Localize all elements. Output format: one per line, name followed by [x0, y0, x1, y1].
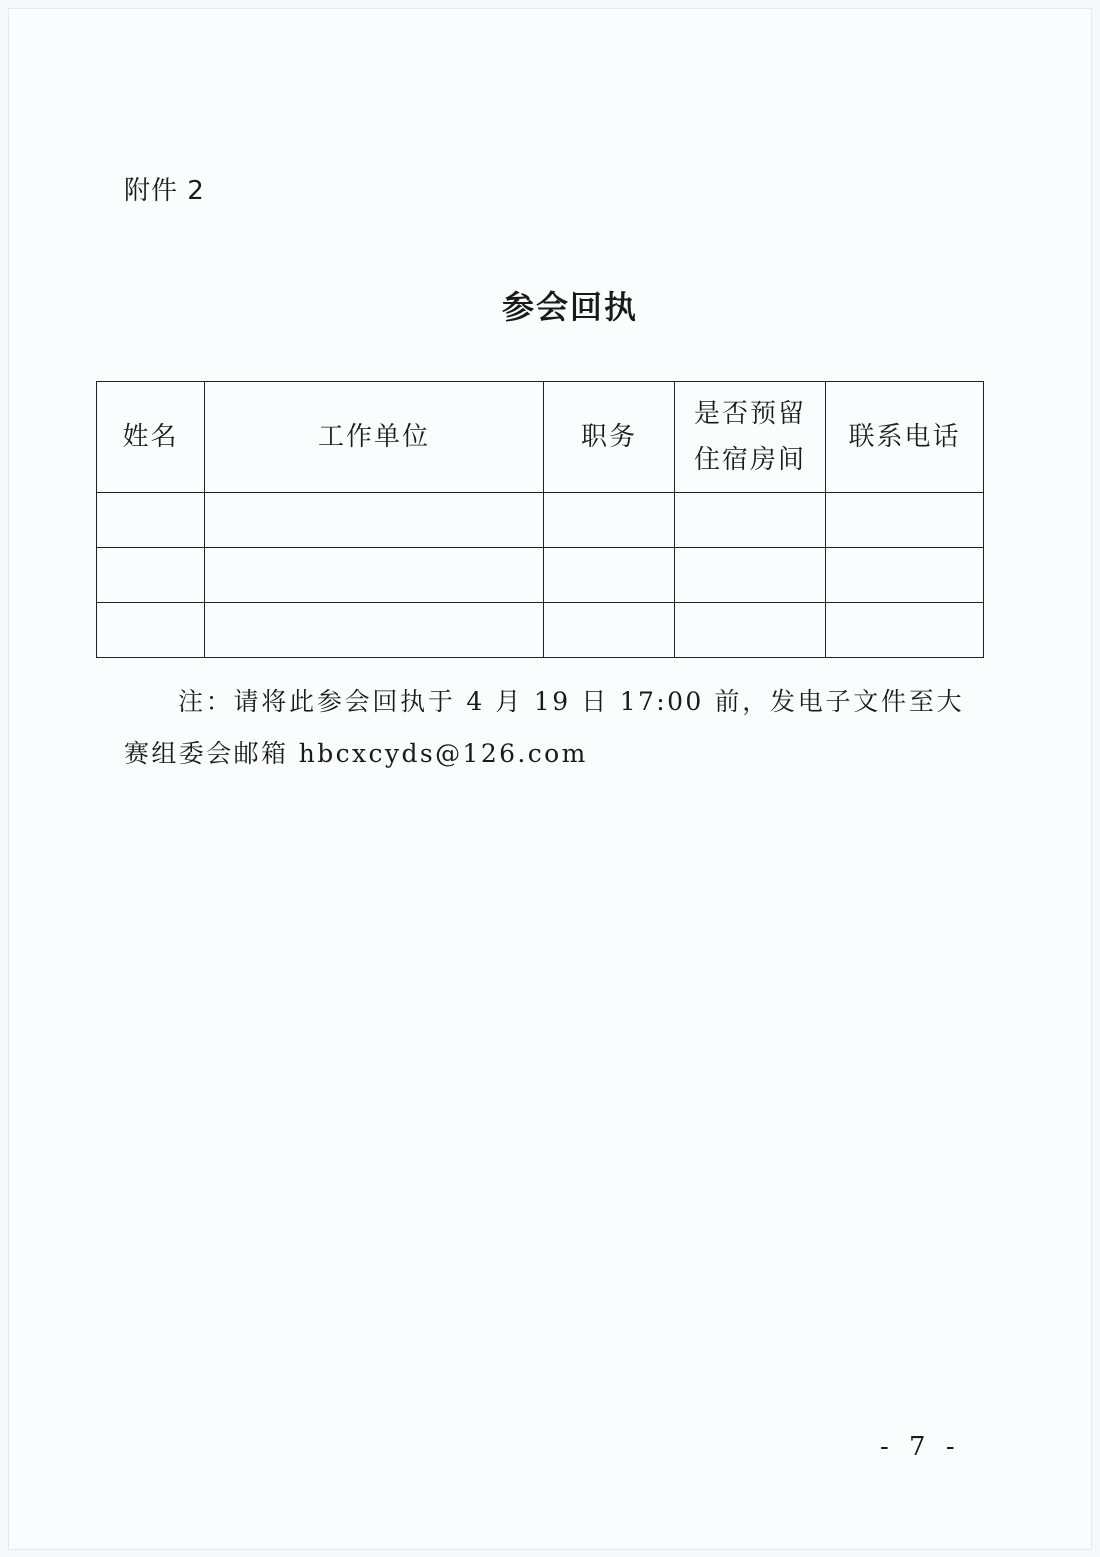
cell-position[interactable] — [544, 603, 675, 658]
attachment-label: 附件 2 — [124, 176, 205, 206]
cell-phone[interactable] — [826, 548, 984, 603]
cell-organization[interactable] — [205, 493, 544, 548]
header-position: 职务 — [544, 382, 675, 493]
cell-organization[interactable] — [205, 548, 544, 603]
header-room-line-1: 是否预留 — [693, 399, 806, 429]
header-room-line-2: 住宿房间 — [693, 445, 806, 475]
header-phone: 联系电话 — [826, 382, 984, 493]
table-row — [97, 548, 984, 603]
cell-name[interactable] — [97, 548, 205, 603]
header-name: 姓名 — [97, 382, 205, 493]
cell-room-reservation[interactable] — [675, 493, 826, 548]
cell-name[interactable] — [97, 603, 205, 658]
cell-room-reservation[interactable] — [675, 603, 826, 658]
cell-position[interactable] — [544, 493, 675, 548]
submission-note: 注：请将此参会回执于 4 月 19 日 17:00 前，发电子文件至大赛组委会邮箱 hbcxcyds@126.com — [124, 687, 964, 768]
table-row — [97, 493, 984, 548]
page-number: - 7 - — [880, 1432, 961, 1462]
cell-room-reservation[interactable] — [675, 548, 826, 603]
cell-phone[interactable] — [826, 603, 984, 658]
table-header-row — [97, 382, 984, 493]
page-title: 参会回执 — [501, 288, 638, 326]
cell-name[interactable] — [97, 493, 205, 548]
header-organization: 工作单位 — [205, 382, 544, 493]
table-row — [97, 603, 984, 658]
header-room-reservation — [675, 382, 826, 493]
registration-receipt-table — [96, 381, 984, 658]
cell-phone[interactable] — [826, 493, 984, 548]
cell-organization[interactable] — [205, 603, 544, 658]
cell-position[interactable] — [544, 548, 675, 603]
